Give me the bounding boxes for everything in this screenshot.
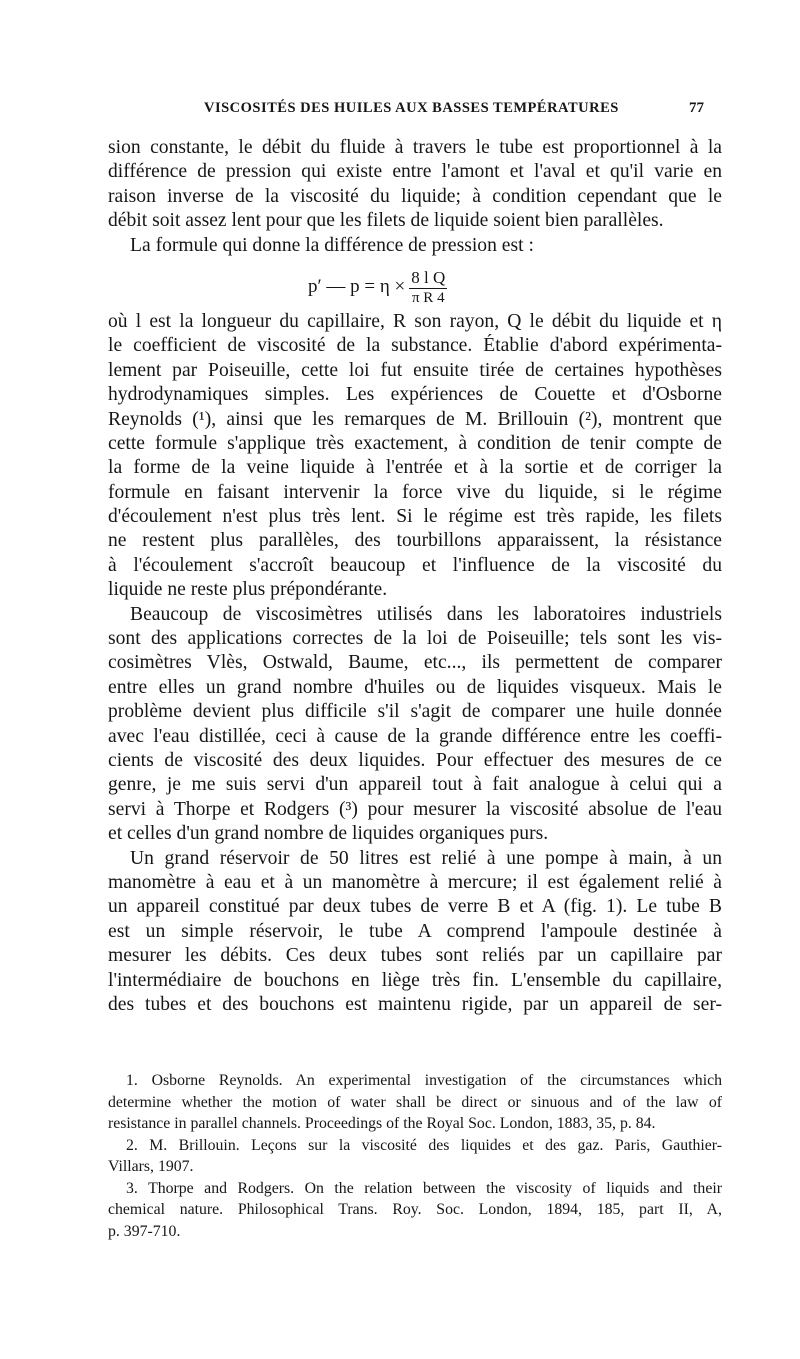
text-line: un appareil constitué par deux tubes de verre B et A (fig. 1). Le tube B — [108, 896, 722, 918]
text-line: Un grand réservoir de 50 litres est relié à une pompe à main, à un — [130, 847, 722, 869]
text-line: l'intermédiaire de bouchons en liège très fin. L'ensemble du capillaire, — [108, 969, 722, 991]
formula-lhs: p′ — p = η × — [308, 276, 406, 298]
text-line: la forme de la veine liquide à l'entrée et à la sortie et de corriger la — [108, 457, 722, 479]
text-line: à l'écoulement s'accroît beaucoup et l'influence de la viscosité du — [108, 554, 722, 576]
formula-numerator: 8 l Q — [411, 267, 446, 287]
text-line: le coefficient de viscosité de la substance. Établie d'abord expérimenta- — [108, 335, 722, 357]
text-line: manomètre à eau et à un manomètre à mercure; il est également relié à — [108, 871, 722, 893]
body-text — [108, 136, 722, 1017]
text-line: hydrodynamiques simples. Les expériences de Couette et d'Osborne — [108, 384, 722, 406]
page-header — [108, 100, 708, 126]
footnote-1-line: resistance in parallel channels. Proceedings of the Royal Soc. London, 1883, 35, p. 84. — [108, 1115, 656, 1132]
text-line: lement par Poiseuille, cette loi fut ensuite tirée de certaines hypothèses — [108, 359, 722, 381]
text-line: différence de pression qui existe entre l'amont et l'aval et qu'il varie en — [108, 161, 722, 183]
footnote-3-line: 3. Thorpe and Rodgers. On the relation between the viscosity of liquids and their — [126, 1179, 722, 1197]
text-line: avec l'eau distillée, ceci à cause de la grande différence entre les coeffi- — [108, 725, 722, 747]
text-line: servi à Thorpe et Rodgers (³) pour mesurer la viscosité absolue de l'eau — [108, 798, 722, 820]
text-line: mesurer les débits. Ces deux tubes sont reliés par un capillaire par — [108, 945, 722, 967]
text-line: genre, je me suis servi d'un appareil tout à fait analogue à celui qui a — [108, 774, 722, 796]
formula-denominator: π R 4 — [411, 289, 445, 306]
text-line: cosimètres Vlès, Ostwald, Baume, etc..., ils permettent de comparer — [108, 652, 722, 674]
running-title: VISCOSITÉS DES HUILES AUX BASSES TEMPÉRATURES — [204, 100, 619, 116]
text-line: raison inverse de la viscosité du liquide; à condition cependant que le — [108, 185, 722, 207]
formula-intro: La formule qui donne la différence de pression est : — [130, 234, 534, 256]
footnotes — [108, 1070, 722, 1242]
text-line: sont des applications correctes de la loi de Poiseuille; tels sont les vis- — [108, 628, 722, 650]
footnote-3-line: chemical nature. Philosophical Trans. Roy. Soc. London, 1894, 185, part II, A, — [108, 1201, 722, 1218]
poiseuille-formula — [108, 258, 722, 310]
text-line: et celles d'un grand nombre de liquides organiques purs. — [108, 823, 549, 845]
footnote-1-line: 1. Osborne Reynolds. An experimental investigation of the circumstances which — [126, 1072, 722, 1089]
text-line: des tubes et des bouchons est maintenu rigide, par un appareil de ser- — [108, 993, 722, 1015]
text-line: Beaucoup de viscosimètres utilisés dans les laboratoires industriels — [130, 603, 722, 625]
footnote-2-line: 2. M. Brillouin. Leçons sur la viscosité des liquides et des gaz. Paris, Gauthier- — [126, 1136, 722, 1154]
text-line: entre elles un grand nombre d'huiles ou de liquides visqueux. Mais le — [108, 676, 722, 698]
text-line: est un simple réservoir, le tube A comprend l'ampoule destinée à — [108, 920, 722, 942]
text-line: formule en faisant intervenir la force vive du liquide, si le régime — [108, 481, 722, 503]
text-line: cette formule s'applique très exactement, à condition de tenir compte de — [108, 432, 722, 454]
footnote-3-line: p. 397-710. — [108, 1222, 181, 1240]
text-line: problème devient plus difficile s'il s'agit de comparer une huile donnée — [108, 701, 722, 723]
text-line: où l est la longueur du capillaire, R son rayon, Q le débit du liquide et η — [108, 310, 722, 332]
text-line: liquide ne reste plus prépondérante. — [108, 579, 388, 601]
page-number: 77 — [689, 100, 704, 116]
text-line: Reynolds (¹), ainsi que les remarques de M. Brillouin (²), montrent que — [108, 408, 722, 430]
footnote-2-line: Villars, 1907. — [108, 1158, 194, 1175]
text-line: ne restent plus parallèles, des tourbillons apparaissent, la résistance — [108, 530, 722, 552]
text-line: d'écoulement n'est plus très lent. Si le régime est très rapide, les filets — [108, 506, 722, 528]
text-line: débit soit assez lent pour que les filets de liquide soient bien parallèles. — [108, 210, 664, 232]
footnote-1-line: determine whether the motion of water shall be direct or sinuous and of the law of — [108, 1093, 722, 1111]
text-line: cients de viscosité des deux liquides. Pour effectuer des mesures de ce — [108, 749, 722, 771]
text-line: sion constante, le débit du fluide à travers le tube est proportionnel à la — [108, 137, 722, 158]
formula-fraction — [409, 268, 447, 307]
